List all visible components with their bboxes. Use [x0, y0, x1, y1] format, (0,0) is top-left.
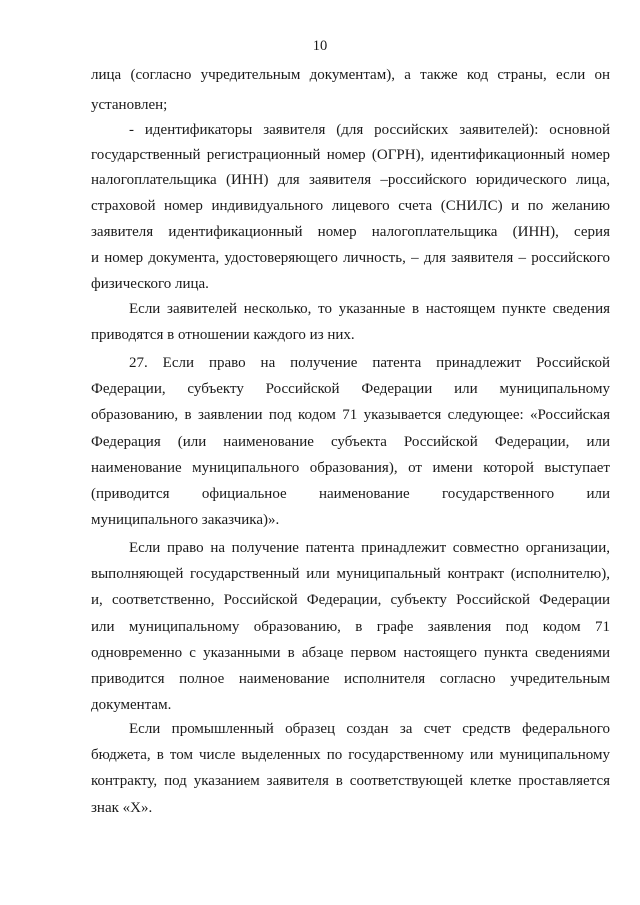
text-line: установлен;: [91, 97, 168, 113]
text-line: знак «Х».: [91, 800, 153, 816]
text-line: или муниципальному образованию, в графе заявления под кодом 71: [91, 619, 610, 635]
text-line: приводится полное наименование исполнителя согласно учредительным: [91, 671, 610, 687]
text-line: Федерация (или наименование субъекта Российской Федерации, или: [91, 434, 610, 450]
text-line: лица (согласно учредительным документам), а также код страны, если он: [91, 67, 610, 83]
text-line: налогоплательщика (ИНН) для заявителя –российского юридического лица,: [91, 172, 610, 188]
text-line: контракту, под указанием заявителя в соответствующей клетке проставляется: [91, 773, 610, 789]
text-line: Если заявителей несколько, то указанные в настоящем пункте сведения: [129, 301, 610, 317]
text-line: наименование муниципального образования), от имени которой выступает: [91, 460, 610, 476]
text-line: - идентификаторы заявителя (для российских заявителей): основной: [129, 122, 610, 138]
text-line: Если промышленный образец создан за счет средств федерального: [129, 721, 610, 737]
text-line: Федерации, субъекту Российской Федерации или муниципальному: [91, 381, 610, 397]
text-line: бюджета, в том числе выделенных по государственному или муниципальному: [91, 747, 610, 763]
text-line: и, соответственно, Российской Федерации, субъекту Российской Федерации: [91, 592, 610, 608]
text-line: государственный регистрационный номер (ОГРН), идентификационный номер: [91, 147, 610, 163]
text-line: Если право на получение патента принадлежит совместно организации,: [129, 540, 610, 556]
text-line: приводятся в отношении каждого из них.: [91, 327, 355, 343]
text-line: муниципального заказчика)».: [91, 512, 280, 528]
text-line: (приводится официальное наименование государственного или: [91, 486, 610, 502]
text-line: документам.: [91, 697, 172, 713]
text-line: 27. Если право на получение патента принадлежит Российской: [129, 355, 610, 371]
text-line: выполняющей государственный или муниципальный контракт (исполнителю),: [91, 566, 610, 582]
text-line: одновременно с указанными в абзаце первом настоящего пункта сведениями: [91, 645, 610, 661]
text-line: физического лица.: [91, 276, 209, 292]
text-line: и номер документа, удостоверяющего личность, – для заявителя – российского: [91, 250, 610, 266]
text-line: страховой номер индивидуального лицевого счета (СНИЛС) и по желанию: [91, 198, 610, 214]
page-number: 10: [312, 38, 328, 54]
text-line: заявителя идентификационный номер налогоплательщика (ИНН), серия: [91, 224, 610, 240]
text-line: образованию, в заявлении под кодом 71 указывается следующее: «Российская: [91, 407, 610, 423]
